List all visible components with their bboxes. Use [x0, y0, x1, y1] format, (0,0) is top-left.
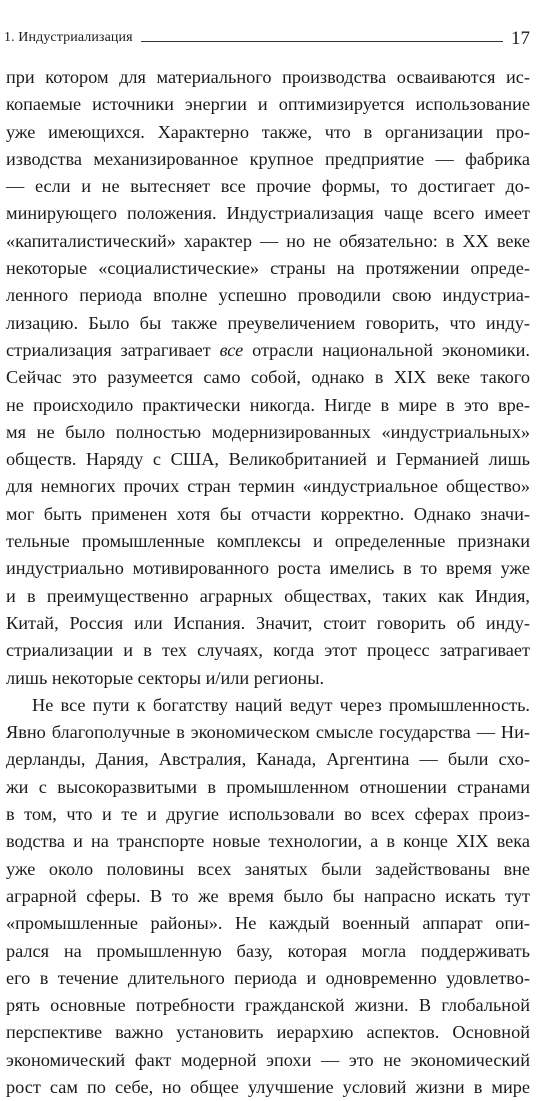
text-line: его в течение длительного периода и одновременно удовлетво-: [6, 967, 530, 988]
text-line: изводства механизированное крупное предприятие — фабрика: [6, 148, 530, 169]
paragraph-end-line: лишь некоторые секторы и/или регионы.: [6, 667, 325, 688]
text-line: экономический факт модерной эпохи — это не экономический: [6, 1049, 530, 1070]
header-rule: [141, 41, 503, 42]
text-line: минирующего положения. Индустриализация чаще всего имеет: [6, 203, 530, 224]
text-line: водства и на транспорте новые технологии, а в конце XIX века: [6, 831, 530, 852]
text-line: Китай, Россия или Испания. Значит, стоит говорить об инду-: [6, 612, 530, 633]
text-line: ленного периода вполне успешно проводили свою индустриа-: [6, 285, 530, 306]
running-header: [4, 24, 530, 48]
text-line: рался на промышленную базу, которая могла поддерживать: [6, 940, 530, 961]
text-line: для немногих прочих стран термин «индустриальное общество»: [6, 476, 530, 497]
text-line: стриализации и в тех случаях, когда этот процесс затрагивает: [6, 640, 530, 661]
paragraph-first-line: Не все пути к богатству наций ведут через промышленность.: [32, 694, 530, 715]
text-line: «капиталистический» характер — но не обязательно: в XX веке: [6, 230, 530, 251]
text-line: копаемые источники энергии и оптимизируется использование: [6, 94, 530, 115]
text-line: Явно благополучные в экономическом смысле государства — Ни-: [6, 722, 530, 743]
text-line-with-emphasis: [6, 337, 530, 364]
text-line: некоторые «социалистические» страны на протяжении опреде-: [6, 258, 530, 279]
text-line: и в преимущественно аграрных обществах, таких как Индия,: [6, 585, 530, 606]
text-line: мя не было полностью модернизированных «индустриальных»: [6, 421, 530, 442]
text-line: обществ. Наряду с США, Великобританией и Германией лишь: [6, 449, 530, 470]
text-line: лизацию. Было бы также преувеличением говорить, что инду-: [6, 312, 530, 333]
text-segment: стриализация затрагивает: [6, 339, 220, 360]
text-line: индустриально мотивированного роста имелись в то время уже: [6, 558, 530, 579]
text-line: тельные промышленные комплексы и определенные признаки: [6, 531, 530, 552]
body-text: [6, 64, 530, 1101]
text-line: перспективе важно установить иерархию аспектов. Основной: [6, 1022, 530, 1043]
text-line: жи с высокоразвитыми в промышленном отношении странами: [6, 776, 530, 797]
text-line: аграрной сферы. В то же время было бы напрасно искать тут: [6, 885, 530, 906]
chapter-title: 1. Индустриализация: [4, 30, 133, 45]
page-number: 17: [511, 28, 530, 49]
text-line: мог быть применен хотя бы отчасти корректно. Однако значи-: [6, 503, 530, 524]
text-line: — если и не вытесняет все прочие формы, то достигает до-: [6, 176, 530, 197]
text-line: не происходило практически никогда. Нигде в мире в это вре-: [6, 394, 530, 415]
text-line: уже имеющихся. Характерно также, что в организации про-: [6, 121, 530, 142]
text-line: рять основные потребности гражданской жизни. В глобальной: [6, 995, 530, 1016]
text-line: «промышленные районы». Не каждый военный аппарат опи-: [6, 913, 530, 934]
text-line: дерланды, Дания, Австралия, Канада, Аргентина — были схо-: [6, 749, 530, 770]
emphasized-word: все: [219, 339, 244, 360]
text-line: рост сам по себе, но общее улучшение условий жизни в мире: [6, 1076, 530, 1097]
text-segment: отрасли национальной экономики.: [243, 339, 530, 360]
text-line: при котором для материального производства осваиваются ис-: [6, 67, 530, 87]
text-line: Сейчас это разумеется само собой, однако в XIX веке такого: [6, 367, 530, 388]
text-line: в том, что и те и другие использовали во всех сферах произ-: [6, 804, 530, 825]
text-line: уже около половины всех занятых были задействованы вне: [6, 858, 530, 879]
